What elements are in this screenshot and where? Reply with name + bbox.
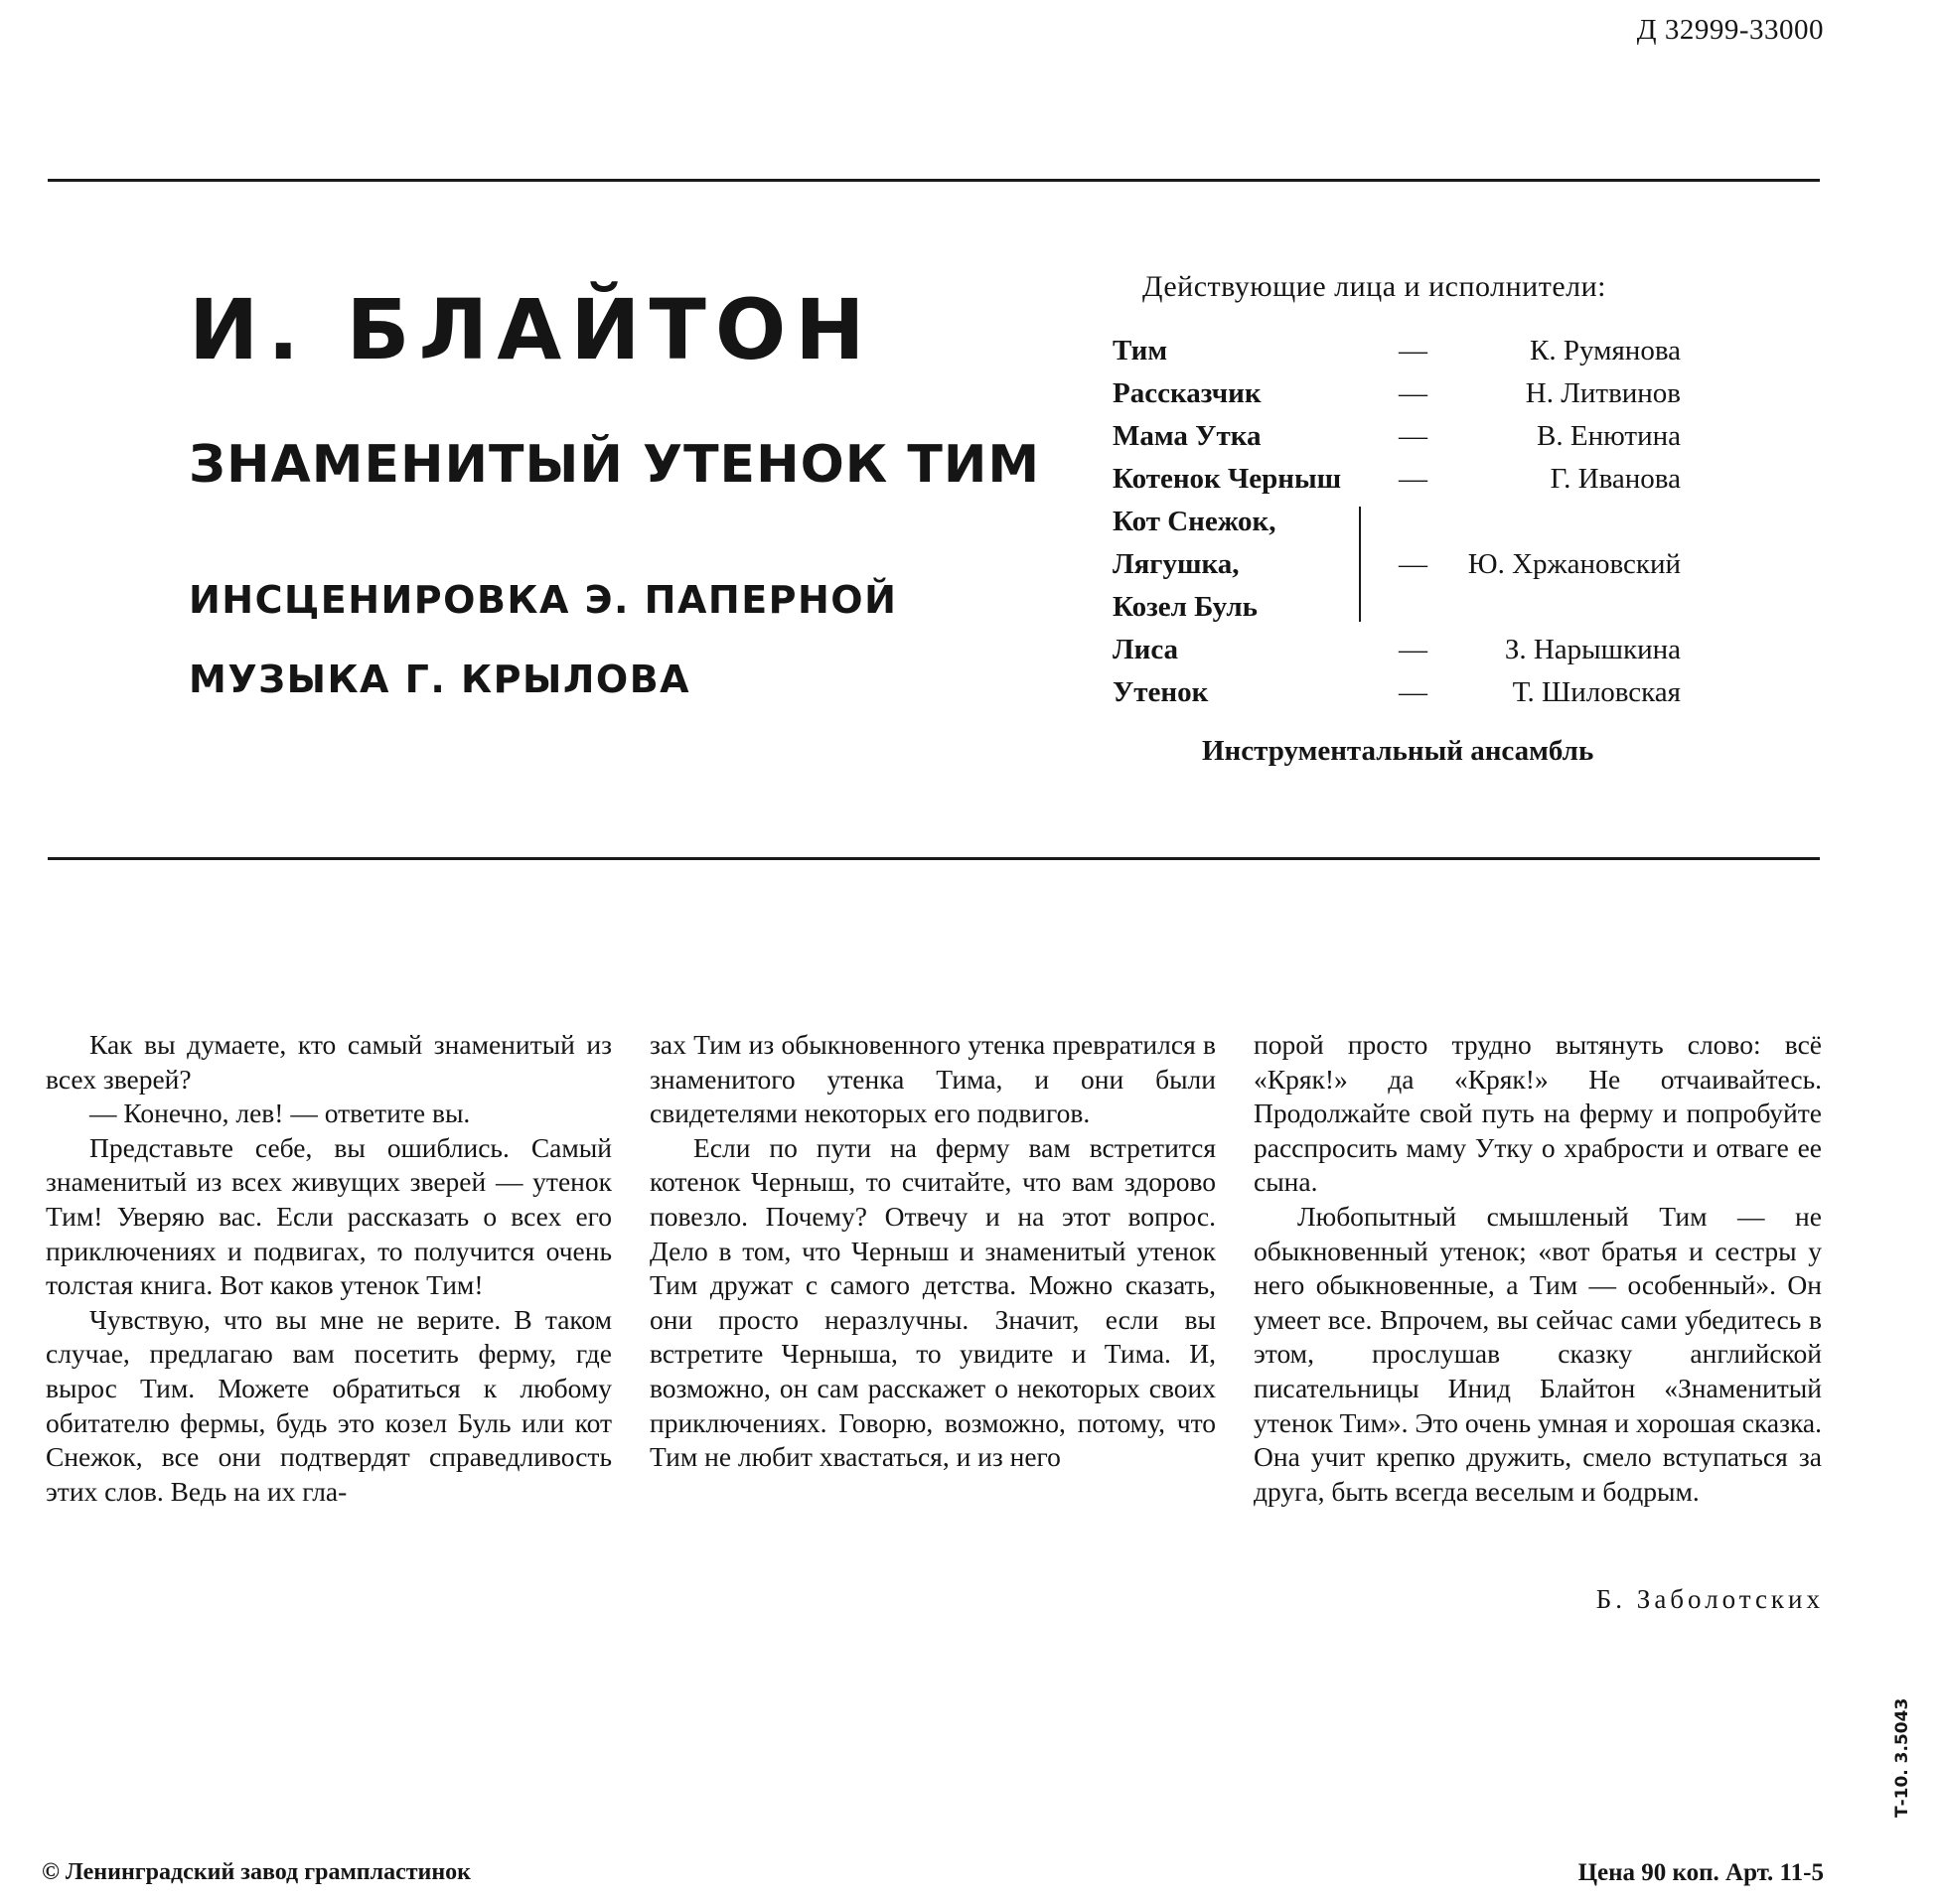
paragraph: порой просто трудно вытянуть слово: всё «Кряк!» да «Кряк!» Не отчаивайтесь. Продолжайте свой путь на ферму и попробуйте расспросить маму Утку о храбрости и отваге ее сына. [1254, 1029, 1822, 1198]
catalog-number: Д 32999-33000 [1636, 14, 1824, 46]
cast-actor: З. Нарышкина [1504, 634, 1681, 665]
cast-dash: — [1399, 548, 1427, 580]
cast-dash: — [1399, 676, 1427, 708]
paragraph: зах Тим из обыкновенного утенка превратился в знаменитого утенка Тима, и они были свидетелями некоторых его подвигов. [650, 1029, 1216, 1129]
cast-role: Лиса [1113, 634, 1179, 665]
cast-actor: Г. Иванова [1550, 463, 1681, 495]
cast-role: Утенок [1113, 676, 1209, 708]
top-divider [48, 179, 1820, 182]
cast-group-role: Козел Буль [1113, 591, 1258, 623]
cast-group-actor: Ю. Хржановский [1467, 548, 1681, 580]
article-signature: Б. Заболотских [1595, 1584, 1824, 1614]
ensemble-credit: Инструментальный ансамбль [1202, 735, 1594, 767]
cast-group-role: Лягушка, [1113, 548, 1240, 580]
cast-heading: Действующие лица и исполнители: [1142, 270, 1606, 303]
music-credit: МУЗЫКА Г. КРЫЛОВА [189, 658, 691, 701]
copyright-notice: © Ленинградский завод грампластинок [42, 1859, 472, 1885]
paragraph: — Конечно, лев! — ответите вы. [89, 1098, 471, 1129]
author-name: И. БЛАЙТОН [189, 281, 874, 378]
group-bracket [1359, 507, 1361, 622]
middle-divider [48, 857, 1820, 860]
cast-role: Тим [1113, 335, 1168, 366]
price-label: Цена 90 коп. Арт. 11-5 [1577, 1859, 1824, 1886]
adaptation-credit: ИНСЦЕНИРОВКА Э. ПАПЕРНОЙ [189, 578, 898, 622]
cast-dash: — [1399, 463, 1427, 495]
cast-actor: Т. Шиловская [1512, 676, 1681, 708]
paragraph: Чувствую, что вы мне не верите. В таком случае, предлагаю вам посетить ферму, где вырос Тим. Можете обратиться к любому обитателю фермы, будь это козел Буль или кот Снежок, все они подтвердят справедливость этих слов. Ведь на их гла- [46, 1303, 612, 1507]
article-column-2 [650, 1028, 1216, 1475]
cast-group-role: Кот Снежок, [1113, 506, 1276, 537]
cast-dash: — [1399, 377, 1427, 409]
cast-actor: Н. Литвинов [1525, 377, 1681, 409]
paragraph: Любопытный смышленый Тим — не обыкновенный утенок; «вот братья и сестры у него обыкновенные, а Тим — особенный». Он умеет все. Впрочем, вы сейчас сами убедитесь в этом, прослушав сказку английской писательницы Инид Блайтон «Знаменитый утенок Тим». Это очень умная и хорошая сказка. Она учит крепко дружить, смело вступаться за друга, быть всегда веселым и бодрым. [1254, 1200, 1822, 1507]
cast-dash: — [1399, 335, 1427, 366]
cast-actor: В. Енютина [1537, 420, 1681, 452]
cast-dash: — [1399, 634, 1427, 665]
paragraph: Если по пути на ферму вам встретится котенок Черныш, то считайте, что вам здорово повезло. Почему? Отвечу и на этот вопрос. Дело в том, что Черныш и знаменитый утенок Тим дружат с самого детства. Можно сказать, они просто неразлучны. Значит, если вы встретите Черныша, то увидите и Тима. И, возможно, он сам расскажет о некоторых своих приключениях. Говорю, возможно, потому, что Тим не любит хвастаться, и из него [650, 1131, 1216, 1473]
print-code: Т-10. 3.5043 [1892, 1697, 1912, 1818]
paragraph: Как вы думаете, кто самый знаменитый из всех зверей? [46, 1029, 612, 1095]
cast-role: Котенок Черныш [1113, 463, 1342, 495]
cast-dash: — [1399, 420, 1427, 452]
paragraph: Представьте себе, вы ошиблись. Самый знаменитый из всех живущих зверей — утенок Тим! Уверяю вас. Если рассказать о всех его приключениях и подвигах, то получится очень толстая книга. Вот каков утенок Тим! [46, 1131, 612, 1301]
cast-role: Рассказчик [1113, 377, 1262, 409]
cast-role: Мама Утка [1113, 420, 1262, 452]
work-title: ЗНАМЕНИТЫЙ УТЕНОК ТИМ [189, 435, 1041, 495]
article-column-1 [46, 1028, 612, 1509]
cast-actor: К. Румянова [1530, 335, 1681, 366]
title-block [189, 281, 1041, 701]
article-column-3 [1254, 1028, 1822, 1509]
